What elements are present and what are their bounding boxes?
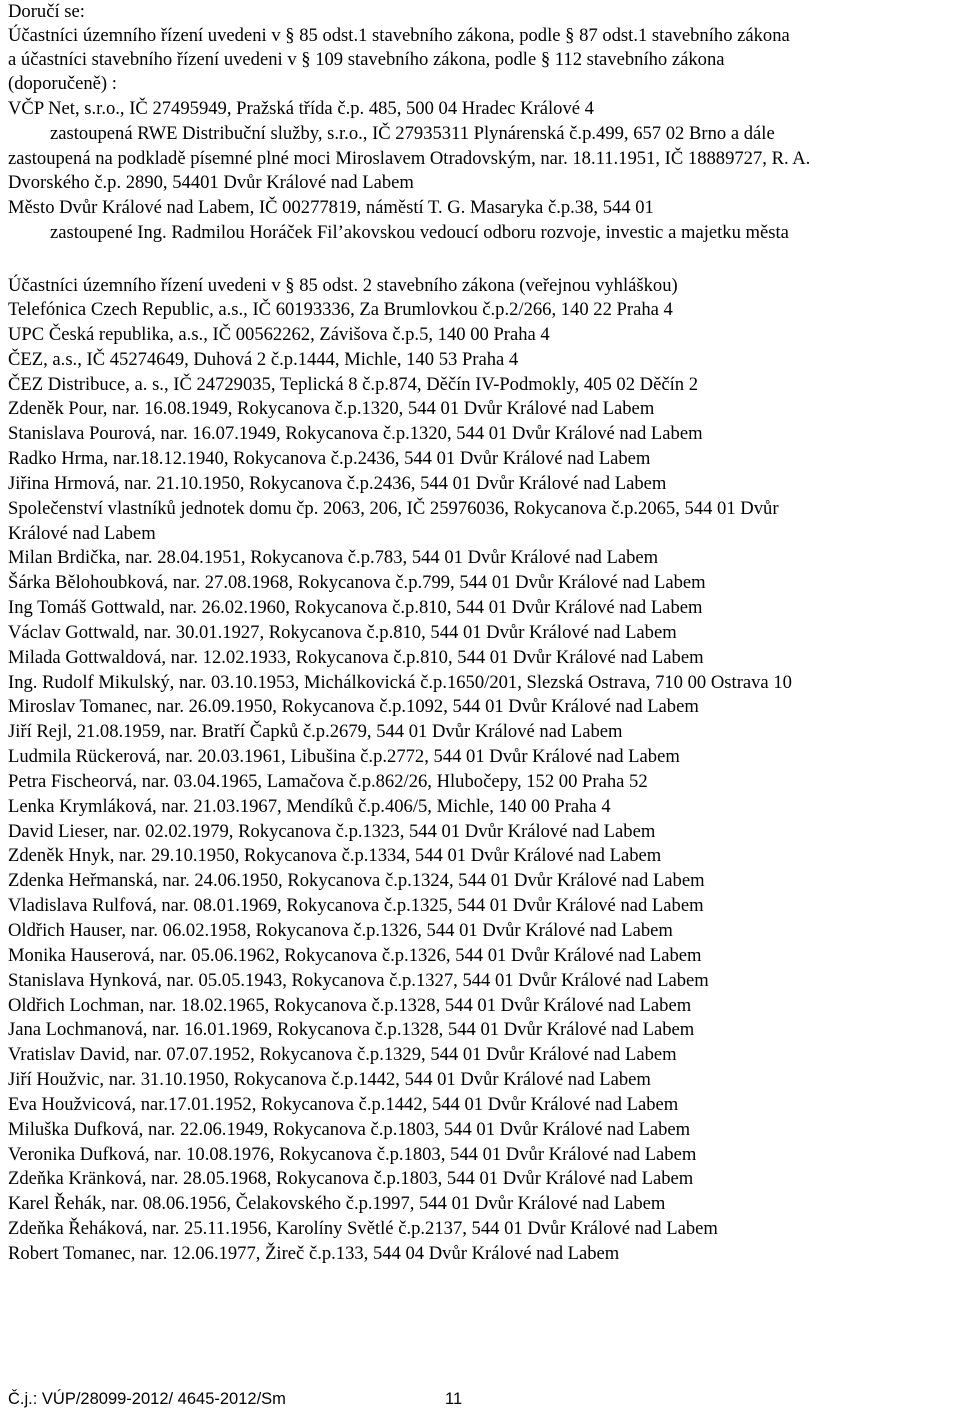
participant-line: Petra Fischeorvá, nar. 03.04.1965, Lamačova č.p.862/26, Hlubočepy, 152 00 Praha 52 [8,771,648,792]
participant-line: Karel Řehák, nar. 08.06.1956, Čelakovského č.p.1997, 544 01 Dvůr Králové nad Labem [8,1193,666,1214]
participant-line: UPC Česká republika, a.s., IČ 00562262, Závišova č.p.5, 140 00 Praha 4 [8,324,550,345]
participant-line: Vladislava Rulfová, nar. 08.01.1969, Rokycanova č.p.1325, 544 01 Dvůr Králové nad Labem [8,895,704,916]
participant-line: ČEZ, a.s., IČ 45274649, Duhová 2 č.p.1444, Michle, 140 53 Praha 4 [8,349,519,370]
participant-line: David Lieser, nar. 02.02.1979, Rokycanova č.p.1323, 544 01 Dvůr Králové nad Labem [8,821,656,842]
participant-line: Jana Lochmanová, nar. 16.01.1969, Rokycanova č.p.1328, 544 01 Dvůr Králové nad Labem [8,1019,695,1040]
participant-line: Zdeněk Hnyk, nar. 29.10.1950, Rokycanova č.p.1334, 544 01 Dvůr Králové nad Labem [8,845,662,866]
participant-line: Miluška Dufková, nar. 22.06.1949, Rokycanova č.p.1803, 544 01 Dvůr Králové nad Labem [8,1119,691,1140]
participant-line: Milan Brdička, nar. 28.04.1951, Rokycanova č.p.783, 544 01 Dvůr Králové nad Labem [8,547,659,568]
participant-line: Zdeňka Řeháková, nar. 25.11.1956, Karolíny Světlé č.p.2137, 544 01 Dvůr Králové nad Labem [8,1218,718,1239]
participant-line: zastoupená na podkladě písemné plné moci Miroslavem Otradovským, nar. 18.11.1951, IČ 18889727, R. A. [8,148,811,169]
participant-line: zastoupená RWE Distribuční služby, s.r.o., IČ 27935311 Plynárenská č.p.499, 657 02 Brno a dále [50,123,775,144]
participant-line: Ludmila Rückerová, nar. 20.03.1961, Libušina č.p.2772, 544 01 Dvůr Králové nad Labem [8,746,680,767]
participant-line: Ing Tomáš Gottwald, nar. 26.02.1960, Rokycanova č.p.810, 544 01 Dvůr Králové nad Labem [8,597,703,618]
participant-line: zastoupené Ing. Radmilou Horáček Fil’akovskou vedoucí odboru rozvoje, investic a majetku města [50,222,789,243]
participant-line: Zdeněk Pour, nar. 16.08.1949, Rokycanova č.p.1320, 544 01 Dvůr Králové nad Labem [8,398,655,419]
participant-line: Robert Tomanec, nar. 12.06.1977, Žireč č.p.133, 544 04 Dvůr Králové nad Labem [8,1243,620,1264]
participant-line: Eva Houžvicová, nar.17.01.1952, Rokycanova č.p.1442, 544 01 Dvůr Králové nad Labem [8,1094,679,1115]
participant-line: Oldřich Lochman, nar. 18.02.1965, Rokycanova č.p.1328, 544 01 Dvůr Králové nad Labem [8,995,692,1016]
document-reference: Č.j.: VÚP/28099-2012/ 4645-2012/Sm [8,1390,286,1408]
participant-line: Dvorského č.p. 2890, 54401 Dvůr Králové nad Labem [8,172,414,193]
participant-line: Lenka Krymláková, nar. 21.03.1967, Mendíků č.p.406/5, Michle, 140 00 Praha 4 [8,796,611,817]
participants-intro-line: Účastníci územního řízení uvedeni v § 85 odst.1 stavebního zákona, podle § 87 odst.1 stavebního zákona [8,25,790,46]
participant-line: Václav Gottwald, nar. 30.01.1927, Rokycanova č.p.810, 544 01 Dvůr Králové nad Labem [8,622,677,643]
participant-line: Stanislava Pourová, nar. 16.07.1949, Rokycanova č.p.1320, 544 01 Dvůr Králové nad Labem [8,423,703,444]
participant-line: Stanislava Hynková, nar. 05.05.1943, Rokycanova č.p.1327, 544 01 Dvůr Králové nad Labem [8,970,709,991]
participant-line: Miroslav Tomanec, nar. 26.09.1950, Rokycanova č.p.1092, 544 01 Dvůr Králové nad Labem [8,696,699,717]
page-number: 11 [445,1390,463,1408]
participant-line: Zdeňka Kränková, nar. 28.05.1968, Rokycanova č.p.1803, 544 01 Dvůr Králové nad Labem [8,1168,694,1189]
participant-line: Králové nad Labem [8,523,156,544]
participant-line: VČP Net, s.r.o., IČ 27495949, Pražská třída č.p. 485, 500 04 Hradec Králové 4 [8,98,594,119]
participant-line: Monika Hauserová, nar. 05.06.1962, Rokycanova č.p.1326, 544 01 Dvůr Králové nad Labem [8,945,702,966]
participant-line: Společenství vlastníků jednotek domu čp. 2063, 206, IČ 25976036, Rokycanova č.p.2065, 544 01 Dvůr [8,498,779,519]
participants-intro-line: a účastníci stavebního řízení uvedeni v § 109 stavebního zákona, podle § 112 stavebního zákona [8,49,725,70]
participant-line: Telefónica Czech Republic, a.s., IČ 60193336, Za Brumlovkou č.p.2/266, 140 22 Praha 4 [8,299,673,320]
participant-line: Milada Gottwaldová, nar. 12.02.1933, Rokycanova č.p.810, 544 01 Dvůr Králové nad Labem [8,647,704,668]
participant-line: Šárka Bělohoubková, nar. 27.08.1968, Rokycanova č.p.799, 544 01 Dvůr Králové nad Labem [8,572,706,593]
participant-line: Jiří Houžvic, nar. 31.10.1950, Rokycanova č.p.1442, 544 01 Dvůr Králové nad Labem [8,1069,651,1090]
participant-line: Oldřich Hauser, nar. 06.02.1958, Rokycanova č.p.1326, 544 01 Dvůr Králové nad Labem [8,920,673,941]
participant-line: Jiřina Hrmová, nar. 21.10.1950, Rokycanova č.p.2436, 544 01 Dvůr Králové nad Labem [8,473,667,494]
participant-line: ČEZ Distribuce, a. s., IČ 24729035, Teplická 8 č.p.874, Děčín IV-Podmokly, 405 02 Děčín 2 [8,374,699,395]
participant-line: Jiří Rejl, 21.08.1959, nar. Bratří Čapků č.p.2679, 544 01 Dvůr Králové nad Labem [8,721,623,742]
participant-line: Radko Hrma, nar.18.12.1940, Rokycanova č.p.2436, 544 01 Dvůr Králové nad Labem [8,448,651,469]
recipients-heading: Doručí se: [8,1,85,22]
participant-line: Ing. Rudolf Mikulský, nar. 03.10.1953, Michálkovická č.p.1650/201, Slezská Ostrava, 710 00 Ostrava 10 [8,672,792,693]
participant-line: Město Dvůr Králové nad Labem, IČ 00277819, náměstí T. G. Masaryka č.p.38, 544 01 [8,197,654,218]
public-participants-heading: Účastníci územního řízení uvedeni v § 85 odst. 2 stavebního zákona (veřejnou vyhláškou) [8,275,678,296]
participants-intro-line: (doporučeně) : [8,73,117,94]
participant-line: Zdenka Heřmanská, nar. 24.06.1950, Rokycanova č.p.1324, 544 01 Dvůr Králové nad Labem [8,870,705,891]
participant-line: Veronika Dufková, nar. 10.08.1976, Rokycanova č.p.1803, 544 01 Dvůr Králové nad Labem [8,1144,697,1165]
participant-line: Vratislav David, nar. 07.07.1952, Rokycanova č.p.1329, 544 01 Dvůr Králové nad Labem [8,1044,677,1065]
